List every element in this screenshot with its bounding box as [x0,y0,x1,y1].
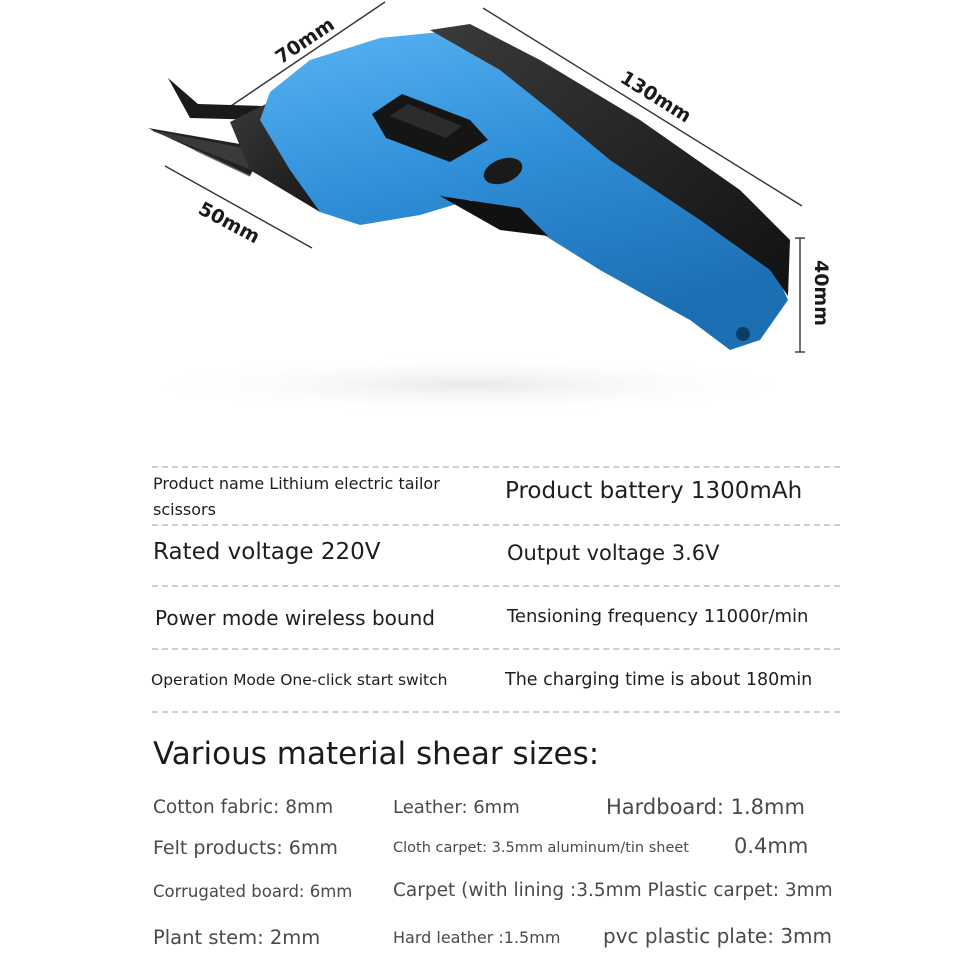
spec-operation-mode: Operation Mode One-click start switch [151,671,448,689]
materials-title: Various material shear sizes: [153,736,600,772]
material-item: Cotton fabric: 8mm [153,797,334,818]
spec-charging-time: The charging time is about 180min [505,670,813,690]
material-item: Corrugated board: 6mm [153,882,353,901]
dimension-label-130mm: 130mm [616,66,696,128]
spec-divider [152,524,840,526]
product-hero [0,0,960,440]
electric-scissors-illustration [0,0,960,440]
spec-frequency: Tensioning frequency 11000r/min [507,606,809,627]
lanyard-hole-icon [736,327,750,341]
material-item: Felt products: 6mm [153,837,338,859]
spec-divider [152,585,840,587]
material-item: pvc plastic plate: 3mm [603,924,833,948]
dimension-label-40mm: 40mm [810,259,833,327]
spec-product-name: Product name Lithium electric tailor scissors [153,474,440,519]
spec-power-mode: Power mode wireless bound [155,606,435,630]
material-item: 0.4mm [734,834,809,858]
spec-divider [152,648,840,650]
product-shadow [130,355,810,415]
spec-battery: Product battery 1300mAh [505,478,803,504]
material-item: Plant stem: 2mm [153,926,321,949]
dimension-label-50mm: 50mm [194,197,264,249]
material-item: Hardboard: 1.8mm [606,795,805,819]
dimension-label-70mm: 70mm [271,13,339,69]
material-item: Leather: 6mm [393,797,520,818]
spec-divider [152,711,840,713]
material-item: Hard leather :1.5mm [393,928,561,947]
spec-output-voltage: Output voltage 3.6V [507,541,720,565]
material-item: Cloth carpet: 3.5mm aluminum/tin sheet [393,840,689,856]
material-item: Carpet (with lining :3.5mm Plastic carpet: 3mm [393,880,833,901]
spec-divider [152,466,840,468]
spec-rated-voltage: Rated voltage 220V [153,539,381,565]
